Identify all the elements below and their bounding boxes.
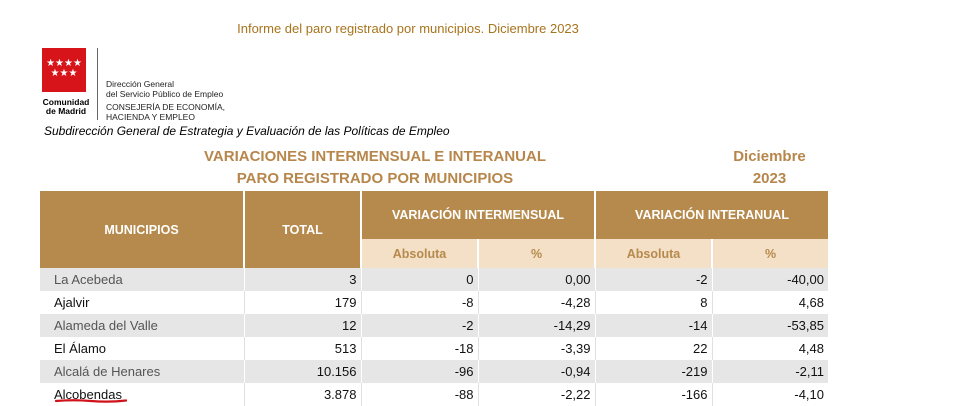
- cell-interanual-abs: -166: [595, 383, 712, 406]
- table-row: [40, 360, 828, 383]
- stars-icon: ★★★★ ★★★: [46, 58, 82, 79]
- red-underline-annotation: [55, 398, 127, 403]
- header-total: TOTAL: [244, 191, 361, 268]
- header-interanual: VARIACIÓN INTERANUAL: [595, 191, 828, 239]
- cell-total: 3: [244, 268, 361, 291]
- madrid-flag-icon: [42, 48, 86, 92]
- cell-intermensual-pct: 0,00: [478, 268, 595, 291]
- cell-interanual-pct: 4,68: [712, 291, 828, 314]
- report-title: Informe del paro registrado por municipios. Diciembre 2023: [237, 21, 579, 36]
- cell-interanual-pct: 4,48: [712, 337, 828, 360]
- table-row: [40, 268, 828, 291]
- subheader-absoluta: Absoluta: [595, 239, 712, 268]
- subheader-pct: %: [478, 239, 595, 268]
- cell-municipio: Ajalvir: [54, 295, 90, 310]
- cell-intermensual-abs: -2: [361, 314, 478, 337]
- table-row: [40, 291, 828, 314]
- paro-table: [40, 191, 828, 406]
- cell-intermensual-abs: -8: [361, 291, 478, 314]
- department-block: [106, 80, 225, 122]
- cell-interanual-pct: -53,85: [712, 314, 828, 337]
- subdirection-title: Subdirección General de Estrategia y Evaluación de las Políticas de Empleo: [44, 124, 450, 138]
- cell-interanual-abs: 8: [595, 291, 712, 314]
- logo-name: Comunidad de Madrid: [42, 97, 90, 116]
- cell-interanual-abs: -219: [595, 360, 712, 383]
- cell-interanual-abs: -2: [595, 268, 712, 291]
- table-title: VARIACIONES INTERMENSUAL E INTERANUAL PARO REGISTRADO POR MUNICIPIOS: [204, 148, 546, 187]
- cell-total: 12: [244, 314, 361, 337]
- cell-interanual-abs: 22: [595, 337, 712, 360]
- cell-intermensual-pct: -4,28: [478, 291, 595, 314]
- cell-intermensual-pct: -14,29: [478, 314, 595, 337]
- department-line: CONSEJERÍA DE ECONOMÍA,: [106, 102, 226, 112]
- cell-municipio: Alameda del Valle: [40, 314, 244, 337]
- cell-total: 513: [244, 337, 361, 360]
- subheader-pct: %: [712, 239, 828, 268]
- cell-intermensual-pct: -3,39: [478, 337, 595, 360]
- table-row: [40, 337, 828, 360]
- cell-total: 10.156: [244, 360, 361, 383]
- cell-total: 3.878: [244, 383, 361, 406]
- department-line: del Servicio Público de Empleo: [106, 88, 224, 99]
- cell-municipio: La Acebeda: [40, 268, 244, 291]
- comunidad-madrid-logo: [38, 48, 92, 118]
- table-row: [40, 314, 828, 337]
- cell-intermensual-pct: -0,94: [478, 360, 595, 383]
- header-municipios: MUNICIPIOS: [40, 191, 244, 268]
- cell-intermensual-abs: 0: [361, 268, 478, 291]
- table-row: [40, 383, 828, 406]
- logo-divider: [97, 48, 98, 120]
- cell-intermensual-abs: -18: [361, 337, 478, 360]
- department-line: Dirección General: [106, 79, 175, 89]
- cell-municipio: El Álamo: [54, 341, 107, 356]
- header-intermensual: VARIACIÓN INTERMENSUAL: [361, 191, 595, 239]
- cell-intermensual-abs: -96: [361, 360, 478, 383]
- cell-municipio: Alcobendas: [54, 387, 122, 402]
- cell-intermensual-pct: -2,22: [478, 383, 595, 406]
- cell-municipio: Alcalá de Henares: [40, 360, 244, 383]
- cell-interanual-pct: -4,10: [712, 383, 828, 406]
- cell-intermensual-abs: -88: [361, 383, 478, 406]
- cell-interanual-pct: -40,00: [712, 268, 828, 291]
- cell-interanual-abs: -14: [595, 314, 712, 337]
- department-line: HACIENDA Y EMPLEO: [106, 111, 195, 122]
- subheader-absoluta: Absoluta: [361, 239, 478, 268]
- cell-total: 179: [244, 291, 361, 314]
- cell-interanual-pct: -2,11: [712, 360, 828, 383]
- date-title: Diciembre 2023: [733, 148, 806, 187]
